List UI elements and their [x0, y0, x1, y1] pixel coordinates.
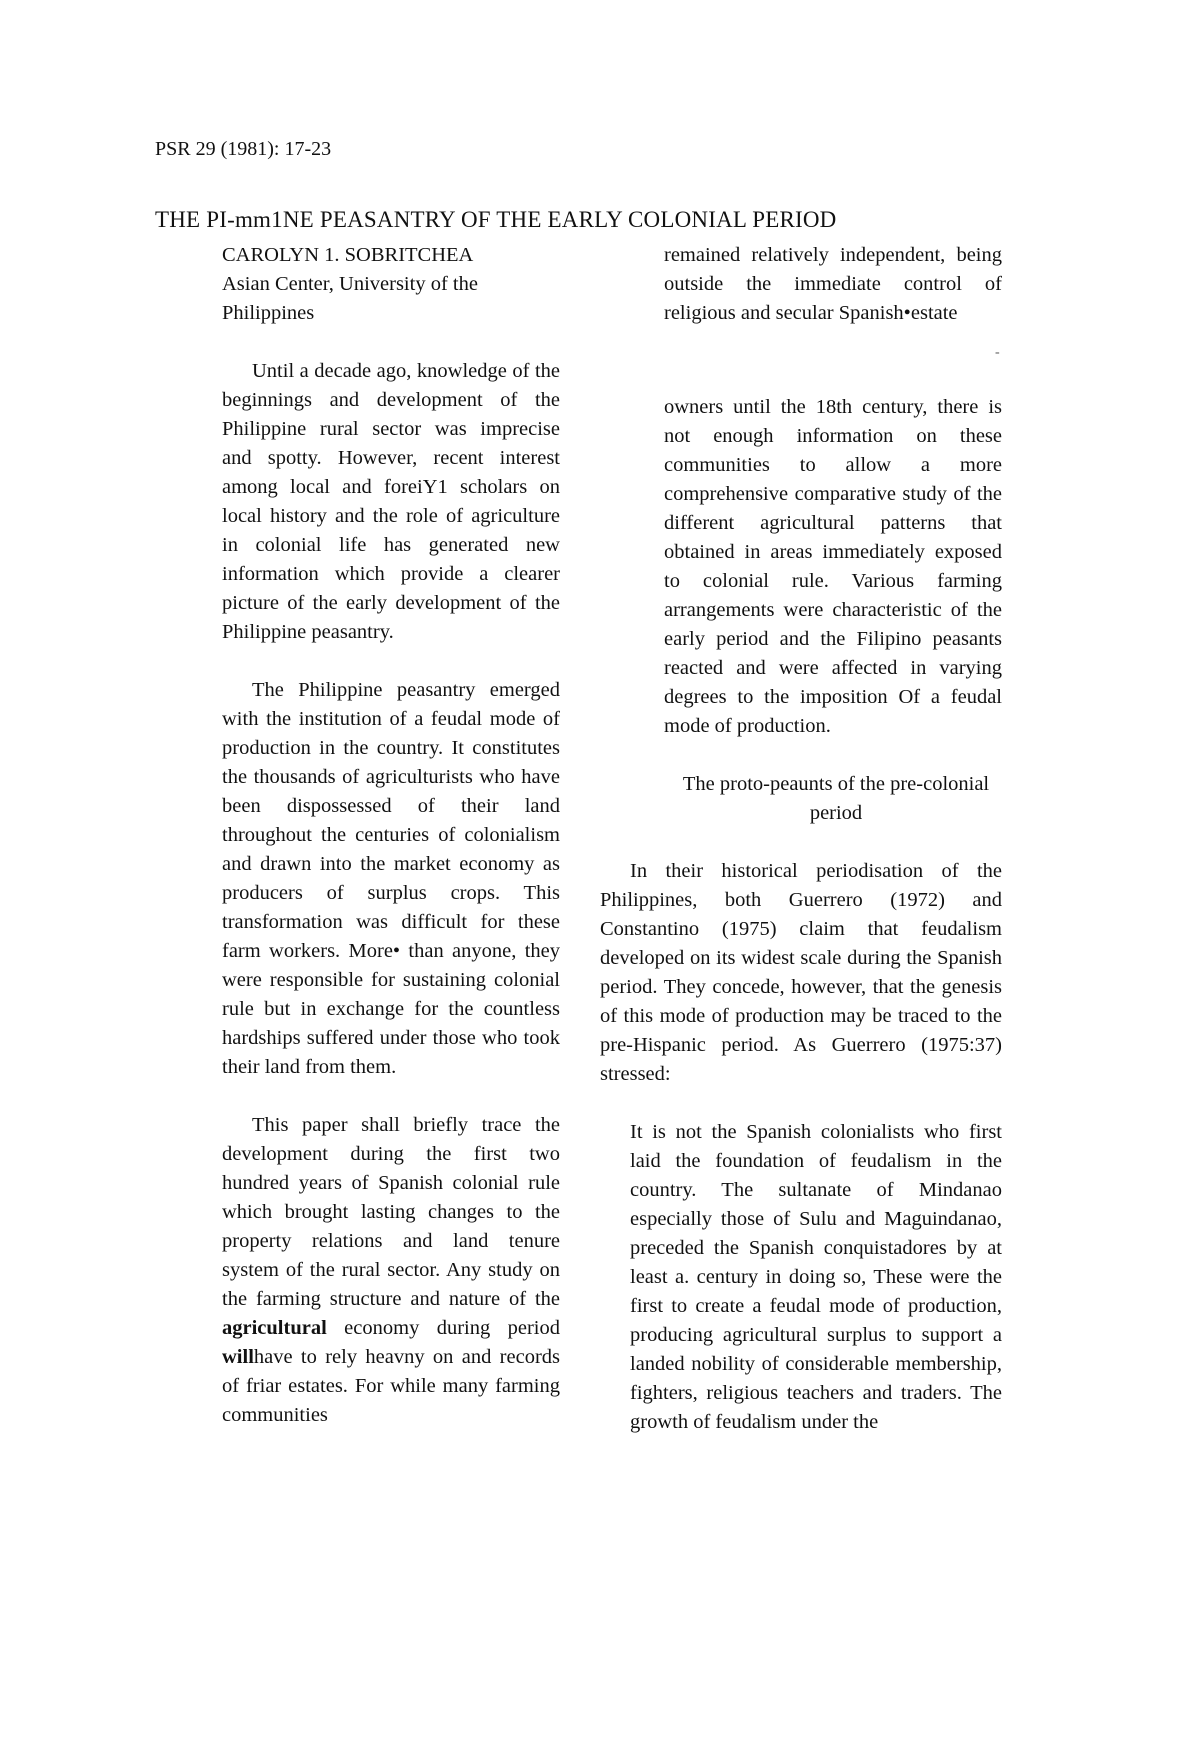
right-column-bottom	[600, 393, 1002, 1437]
left-column	[222, 241, 560, 1430]
right-column-top	[664, 241, 1002, 328]
paragraph-scope-text-c: have to rely heavny on and records of friar estates. For while many farming communities	[222, 1346, 560, 1426]
paragraph-scope-text-b: economy during period	[344, 1317, 561, 1339]
author-affiliation: Asian Center, University of the Philippines	[222, 273, 478, 324]
paragraph-intro: Until a decade ago, knowledge of the beginnings and development of the Philippine rural sector was imprecise and spotty. However, recent interest among local and foreiY1 scholars on local history and the role of agriculture in colonial life has generated new information which provide a clearer picture of the early development of the Philippine peasantry.	[222, 360, 560, 643]
paragraph-peasantry: The Philippine peasantry emerged with the institution of a feudal mode of production in the country. It constitutes the thousands of agriculturists who have been dispossessed of their land throughout the centuries of colonialism and drawn into the market economy as producers of surplus crops. This transformation was difficult for these farm workers. More• than anyone, they were responsible for sustaining colonial rule but in exchange for the countless hardships suffered under those who took their land from them.	[222, 679, 560, 1078]
stray-mark: -	[995, 345, 1000, 360]
paragraph-scope-text-a: This paper shall briefly trace the development during the first two hundred years of Spanish colonial rule which brought lasting changes to the property relations and land tenure system of the rural sector. Any study on the farming structure and nature of the	[222, 1114, 560, 1310]
paragraph-periodisation: In their historical periodisation of the Philippines, both Guerrero (1972) and Constantino (1975) claim that feudalism developed on its widest scale during the Spanish period. They concede, however, that the genesis of this mode of production may be traced to the pre-Hispanic period. As Guerrero (1975:37) stressed:	[600, 860, 1002, 1085]
author-name: CAROLYN 1. SOBRITCHEA	[222, 244, 474, 266]
bold-word-agricultural: agricultural	[222, 1317, 327, 1339]
article-title: THE PI-mm1NE PEASANTRY OF THE EARLY COLONIAL PERIOD	[155, 207, 837, 232]
bold-word-will: will	[222, 1346, 254, 1368]
paragraph-continuation: remained relatively independent, being outside the immediate control of religious and secular Spanish•estate	[664, 244, 1002, 324]
paragraph-owners: owners until the 18th century, there is not enough information on these communities to allow a more comprehensive comparative study of the different agricultural patterns that obtained in areas immediately exposed to colonial rule. Various farming arrangements were characteristic of the early period and the Filipino peasants reacted and were affected in varying degrees to the imposition Of a feudal mode of production.	[664, 396, 1002, 737]
section-heading: The proto-peaunts of the pre-colonial period	[682, 773, 990, 824]
block-quote: It is not the Spanish colonialists who first laid the foundation of feudalism in the country. The sultanate of Mindanao especially those of Sulu and Maguindanao, preceded the Spanish conquistadores by at least a. century in doing so, These were the first to create a feudal mode of production, producing agricultural surplus to support a landed nobility of considerable membership, fighters, religious teachers and traders. The growth of feudalism under the	[630, 1121, 1002, 1433]
citation: PSR 29 (1981): 17-23	[155, 138, 332, 160]
paragraph-scope	[222, 1111, 560, 1430]
